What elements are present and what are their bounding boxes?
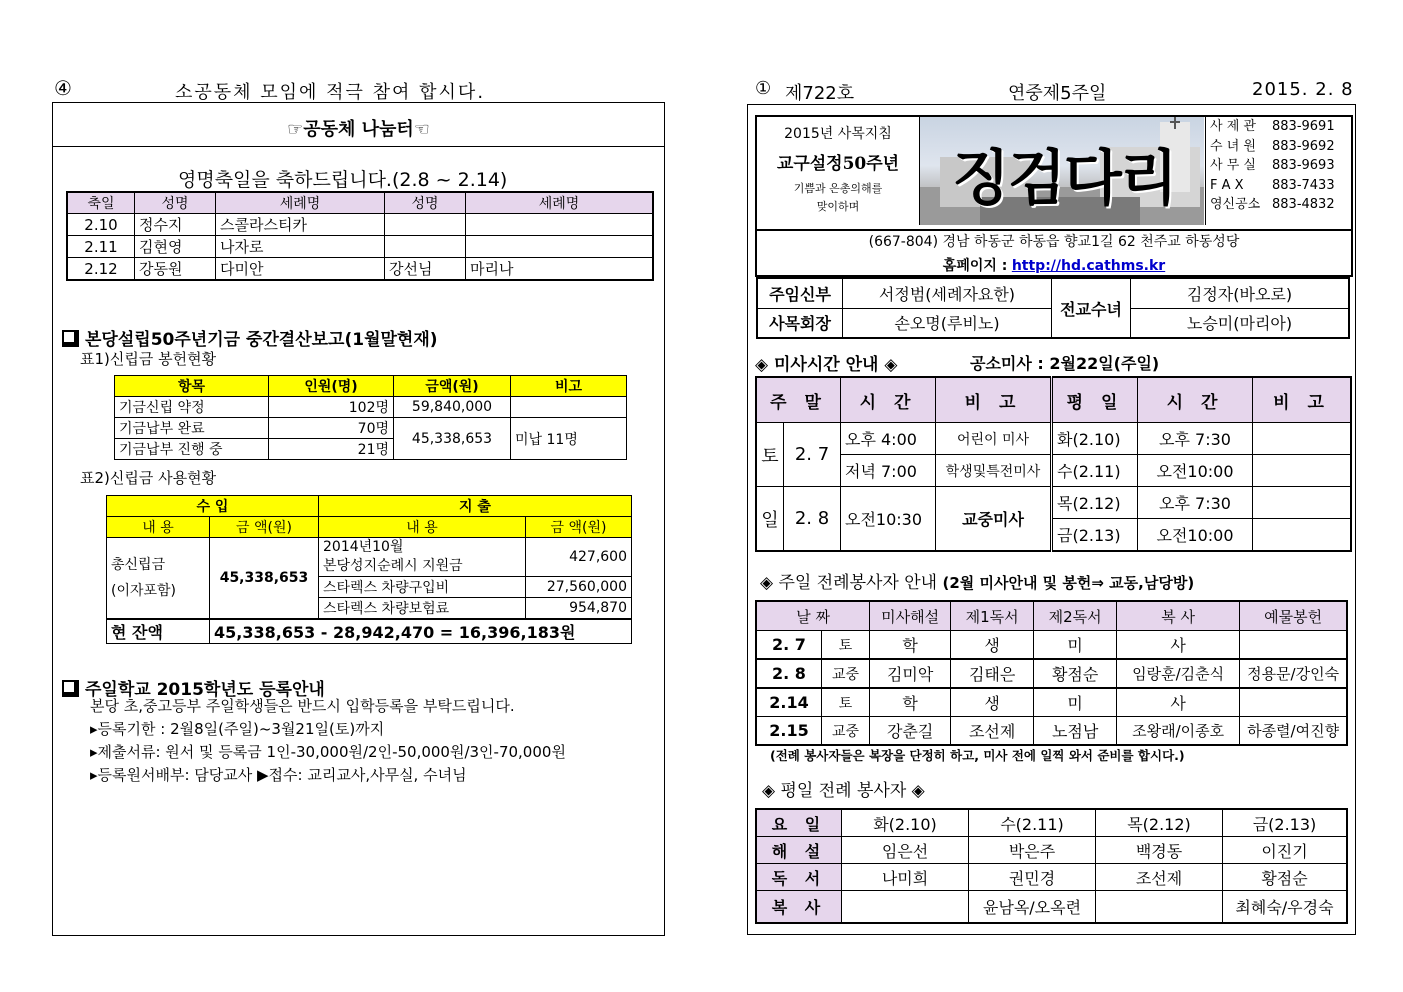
feast-cell: 2.12	[67, 258, 135, 281]
feast-cell: 정수지	[135, 214, 216, 236]
address-box	[755, 229, 1353, 277]
income-item-line: 총신립금	[111, 557, 166, 573]
homepage-link[interactable]: http://hd.cathms.kr	[1011, 258, 1166, 274]
server-cell	[1240, 631, 1347, 660]
income-item	[107, 538, 210, 620]
fund-cell: 기금신립 약정	[115, 397, 269, 418]
weekday-time: 오후 7:30	[1138, 423, 1253, 455]
staff-label: 주임신부	[757, 278, 843, 308]
table-row	[107, 538, 632, 577]
expense-item: 스타렉스 차량구입비	[319, 577, 526, 598]
divider	[52, 146, 665, 147]
expense-amount: 27,560,000	[526, 577, 632, 598]
server-cell: 김태은	[951, 659, 1034, 688]
server-header: 예물봉헌	[1240, 601, 1347, 631]
expense-item-line: 본당성지순례시 지원금	[323, 558, 463, 574]
contact-row	[1210, 117, 1354, 137]
feast-cell	[385, 236, 466, 258]
weekday-cell: 임은선	[842, 837, 969, 864]
expense-item-line: 2014년10월	[323, 539, 404, 555]
weekday-cell: 조선제	[1096, 864, 1223, 891]
server-cell: 미	[1034, 631, 1117, 660]
contact-row	[1210, 156, 1354, 176]
fund-header: 금액(원)	[394, 376, 511, 397]
table-row	[107, 619, 632, 644]
feast-cell: 나자로	[216, 236, 385, 258]
income-amount: 45,338,653	[210, 538, 319, 620]
weekday-header: 금(2.13)	[1223, 809, 1348, 837]
server-cell: 황점순	[1034, 659, 1117, 688]
weekday-cell: 권민경	[969, 864, 1096, 891]
fund-report-title	[62, 325, 438, 350]
fund-cell: 70명	[269, 418, 394, 439]
mass-note: 교중미사	[936, 487, 1052, 552]
weekday-label: 독 서	[756, 864, 842, 891]
server-mass: 토	[821, 688, 869, 717]
checkbox-square-icon	[62, 330, 79, 347]
feast-cell: 다미안	[216, 258, 385, 281]
contact-value: 883-4832	[1272, 197, 1335, 212]
contact-value: 883-9692	[1272, 138, 1335, 154]
feast-header: 세례명	[466, 192, 654, 214]
table-row	[756, 864, 1347, 891]
weekday-cell: 최혜숙/우경숙	[1223, 891, 1348, 923]
issue-date: 2015. 2. 8	[1252, 79, 1354, 100]
weekday-header: 수(2.11)	[969, 809, 1096, 837]
weekday-label: 복 사	[756, 891, 842, 923]
expense-amount: 954,870	[526, 598, 632, 620]
table-row	[115, 418, 627, 439]
weekday-cell: 백경동	[1096, 837, 1223, 864]
school-line: ▸제출서류: 원서 및 등록금 1인-30,000원/2인-50,000원/3인-70,000원	[90, 743, 566, 761]
table-row	[756, 891, 1347, 923]
pastoral-line: 2015년 사목지침	[784, 126, 892, 142]
expense-header: 지 출	[319, 496, 632, 517]
server-cell: 사	[1117, 631, 1240, 660]
school-line: 본당 초,중고등부 주일학생들은 반드시 입학등록을 부탁드립니다.	[90, 697, 515, 715]
homepage-label: 홈페이지 :	[942, 258, 1008, 274]
balance-value: 45,338,653 - 28,942,470 = 16,396,183원	[210, 619, 632, 644]
feast-cell: 강동원	[135, 258, 216, 281]
contact-row	[1210, 176, 1354, 196]
table-row	[756, 631, 1347, 660]
table-row	[756, 717, 1347, 746]
usage-subheader: 금 액(원)	[526, 517, 632, 538]
parish-address: (667-804) 경남 하동군 하동읍 향교1길 62 천주교 하동성당	[868, 234, 1240, 250]
fund-cell	[511, 397, 627, 418]
usage-subheader: 금 액(원)	[210, 517, 319, 538]
feast-cell: 스콜라스티카	[216, 214, 385, 236]
feast-header: 세례명	[216, 192, 385, 214]
contact-label: 수 녀 원	[1210, 138, 1256, 154]
table-row	[756, 688, 1347, 717]
weekday-time: 오후 7:30	[1138, 487, 1253, 519]
staff-value: 서정범(세례자요한)	[843, 278, 1052, 308]
contact-value: 883-9691	[1272, 119, 1335, 134]
contact-label: 사 제 관	[1210, 119, 1256, 134]
server-header: 날 짜	[756, 601, 870, 631]
feast-day-table	[66, 191, 654, 281]
fund-cell: 미납 11명	[511, 418, 627, 460]
server-cell: 조왕래/이종호	[1117, 717, 1240, 746]
feast-cell: 마리나	[466, 258, 654, 281]
weekday-cell: 나미희	[842, 864, 969, 891]
mass-date: 2. 7	[784, 423, 841, 487]
feast-cell: 김현영	[135, 236, 216, 258]
server-cell: 임랑훈/김춘식	[1117, 659, 1240, 688]
server-mass: 토	[821, 631, 869, 660]
contact-row	[1210, 195, 1354, 215]
right-page-number: ①	[755, 78, 772, 99]
fund-cell: 기금납부 진행 중	[115, 439, 269, 460]
weekday-note	[1253, 519, 1352, 552]
server-cell: 생	[951, 688, 1034, 717]
weekday-cell	[842, 891, 969, 923]
staff-table	[756, 277, 1350, 339]
fund-usage-table	[106, 495, 632, 644]
weekday-cell: 이진기	[1223, 837, 1348, 864]
mass-time: 오후 4:00	[841, 423, 936, 455]
fund-header: 비고	[511, 376, 627, 397]
mass-day: 토	[756, 423, 784, 487]
contact-label: F A X	[1210, 177, 1244, 193]
weekday-day: 목(2.12)	[1052, 487, 1138, 519]
community-section-title: ☞공동체 나눔터☜	[287, 119, 430, 140]
weekday-header: 목(2.12)	[1096, 809, 1223, 837]
weekday-note	[1253, 423, 1352, 455]
feast-header: 성명	[135, 192, 216, 214]
server-cell: 노점남	[1034, 717, 1117, 746]
server-date: 2.14	[756, 688, 821, 717]
staff-value: 김정자(바오로)	[1131, 278, 1350, 308]
mass-times-title: ◈ 미사시간 안내 ◈	[755, 355, 898, 375]
weekday-note	[1253, 455, 1352, 487]
server-cell: 미	[1034, 688, 1117, 717]
weekday-cell: 황점순	[1223, 864, 1348, 891]
table-row	[67, 236, 653, 258]
feast-heading: 영명축일을 축하드립니다.(2.8 ~ 2.14)	[178, 169, 508, 191]
server-cell: 학	[870, 688, 951, 717]
feast-cell: 강선님	[385, 258, 466, 281]
usage-subheader: 내 용	[107, 517, 210, 538]
mass-header: 비 고	[1253, 377, 1352, 423]
left-page-header: 소공동체 모임에 적극 참여 합시다.	[175, 82, 486, 103]
feast-cell: 2.10	[67, 214, 135, 236]
table-row	[756, 423, 1351, 455]
weekday-time: 오전10:00	[1138, 519, 1253, 552]
fund-table2-label: 표2)신립금 사용현황	[80, 469, 217, 487]
table-row	[756, 487, 1351, 519]
mass-note: 학생및특전미사	[936, 455, 1052, 487]
expense-item: 스타렉스 차량보험료	[319, 598, 526, 620]
staff-label: 전교수녀	[1052, 278, 1131, 338]
staff-value: 손오명(루비노)	[843, 308, 1052, 338]
fund-header: 인원(명)	[269, 376, 394, 397]
weekday-cell: 박은주	[969, 837, 1096, 864]
table-row	[756, 455, 1351, 487]
contact-value: 883-7433	[1272, 177, 1335, 193]
weekday-cell: 윤남옥/오옥련	[969, 891, 1096, 923]
masthead	[755, 115, 1353, 231]
contact-row	[1210, 137, 1354, 157]
fund-cell: 102명	[269, 397, 394, 418]
weekday-note	[1253, 487, 1352, 519]
table-row	[115, 397, 627, 418]
fund-header: 항목	[115, 376, 269, 397]
table-row	[756, 659, 1347, 688]
feast-header: 축일	[67, 192, 135, 214]
issue-number: 제722호	[785, 83, 855, 104]
staff-value: 노승미(마리아)	[1131, 308, 1350, 338]
weekday-cell	[1096, 891, 1223, 923]
servers-footnote: (전례 봉사자들은 복장을 단정히 하고, 미사 전에 일찍 와서 준비를 합시다.)	[770, 748, 1185, 763]
mass-time: 저녁 7:00	[841, 455, 936, 487]
staff-label: 사목회장	[757, 308, 843, 338]
contact-value: 883-9693	[1272, 158, 1335, 173]
contact-list	[1205, 117, 1354, 225]
weekday-day: 화(2.10)	[1052, 423, 1138, 455]
server-header: 제2독서	[1034, 601, 1117, 631]
school-line: ▸등록원서배부: 담당교사 ▶접수: 교리교사,사무실, 수녀님	[90, 766, 467, 784]
fund-cell: 59,840,000	[394, 397, 511, 418]
server-header: 미사해설	[870, 601, 951, 631]
feast-cell: 2.11	[67, 236, 135, 258]
contact-label: 사 무 실	[1210, 158, 1256, 173]
fund-cell: 기금납부 완료	[115, 418, 269, 439]
server-cell: 하종렬/여진향	[1240, 717, 1347, 746]
left-page-number: ④	[54, 76, 72, 100]
server-cell: 김미악	[870, 659, 951, 688]
table-row	[756, 837, 1347, 864]
sunday-servers-title-text: ◈ 주일 전례봉사자 안내	[760, 573, 938, 593]
fund-pledge-table	[114, 375, 627, 460]
weekday-label: 요 일	[756, 809, 842, 837]
mass-header: 시 간	[1138, 377, 1253, 423]
weekday-label: 해 설	[756, 837, 842, 864]
homepage-line	[757, 255, 1351, 275]
feast-cell	[466, 214, 654, 236]
mass-time: 오전10:30	[841, 487, 936, 552]
mass-date: 2. 8	[784, 487, 841, 552]
server-header: 제1독서	[951, 601, 1034, 631]
balance-label: 현 잔액	[107, 619, 210, 644]
sunday-servers-note: (2월 미사안내 및 봉헌⇒ 교동,남당방)	[942, 574, 1195, 592]
server-mass: 교중	[821, 717, 869, 746]
liturgical-week: 연중제5주일	[1008, 83, 1107, 104]
mass-day: 일	[756, 487, 784, 552]
contact-label: 영신공소	[1210, 197, 1261, 212]
fund-table1-label: 표1)신립금 봉헌현황	[80, 350, 217, 368]
pastoral-line: 기쁨과 은총의해를	[793, 182, 883, 195]
fund-cell: 21명	[269, 439, 394, 460]
fund-cell: 45,338,653	[394, 418, 511, 460]
weekday-time: 오전10:00	[1138, 455, 1253, 487]
server-cell: 사	[1117, 688, 1240, 717]
server-cell	[1240, 688, 1347, 717]
mass-header: 시 간	[841, 377, 936, 423]
expense-amount: 427,600	[526, 538, 632, 577]
school-title-text: 주일학교 2015학년도 등록안내	[85, 680, 325, 700]
weekday-servers-table	[755, 808, 1348, 924]
mass-header: 평 일	[1052, 377, 1138, 423]
masthead-photo	[920, 117, 1204, 225]
sunday-servers-title	[760, 568, 1194, 593]
server-date: 2.15	[756, 717, 821, 746]
mission-mass-note: 공소미사 : 2월22일(주일)	[970, 354, 1160, 373]
server-mass: 교중	[821, 659, 869, 688]
pastoral-line: 교구설정50주년	[776, 154, 900, 174]
pastoral-line: 맞이하며	[816, 200, 860, 213]
income-header: 수 입	[107, 496, 319, 517]
mass-header: 비 고	[936, 377, 1052, 423]
table-row	[67, 214, 653, 236]
server-cell: 조선제	[951, 717, 1034, 746]
mass-schedule-table	[755, 376, 1352, 552]
mass-note: 어린이 미사	[936, 423, 1052, 455]
feast-header: 성명	[385, 192, 466, 214]
server-cell: 강춘길	[870, 717, 951, 746]
pastoral-guideline	[757, 117, 920, 225]
weekday-servers-title: ◈ 평일 전례 봉사자 ◈	[762, 781, 925, 801]
checkbox-square-icon	[62, 680, 79, 697]
mass-header: 주 말	[756, 377, 841, 423]
feast-cell	[466, 236, 654, 258]
server-header: 복 사	[1117, 601, 1240, 631]
weekday-day: 금(2.13)	[1052, 519, 1138, 552]
weekday-day: 수(2.11)	[1052, 455, 1138, 487]
server-cell: 학	[870, 631, 951, 660]
fund-report-title-text: 본당설립50주년기금 중간결산보고(1월말현재)	[85, 330, 438, 350]
sunday-servers-table	[755, 600, 1348, 746]
school-body	[90, 695, 566, 787]
income-item-line: (이자포함)	[111, 583, 177, 599]
server-cell: 정용문/강인숙	[1240, 659, 1347, 688]
usage-subheader: 내 용	[319, 517, 526, 538]
server-date: 2. 7	[756, 631, 821, 660]
weekday-header: 화(2.10)	[842, 809, 969, 837]
school-line: ▸등록기한 : 2월8일(주일)~3월21일(토)까지	[90, 720, 385, 738]
server-date: 2. 8	[756, 659, 821, 688]
table-row	[67, 258, 653, 281]
expense-item	[319, 538, 526, 577]
newsletter-logo: 징검다리	[952, 144, 1176, 214]
feast-cell	[385, 214, 466, 236]
server-cell: 생	[951, 631, 1034, 660]
